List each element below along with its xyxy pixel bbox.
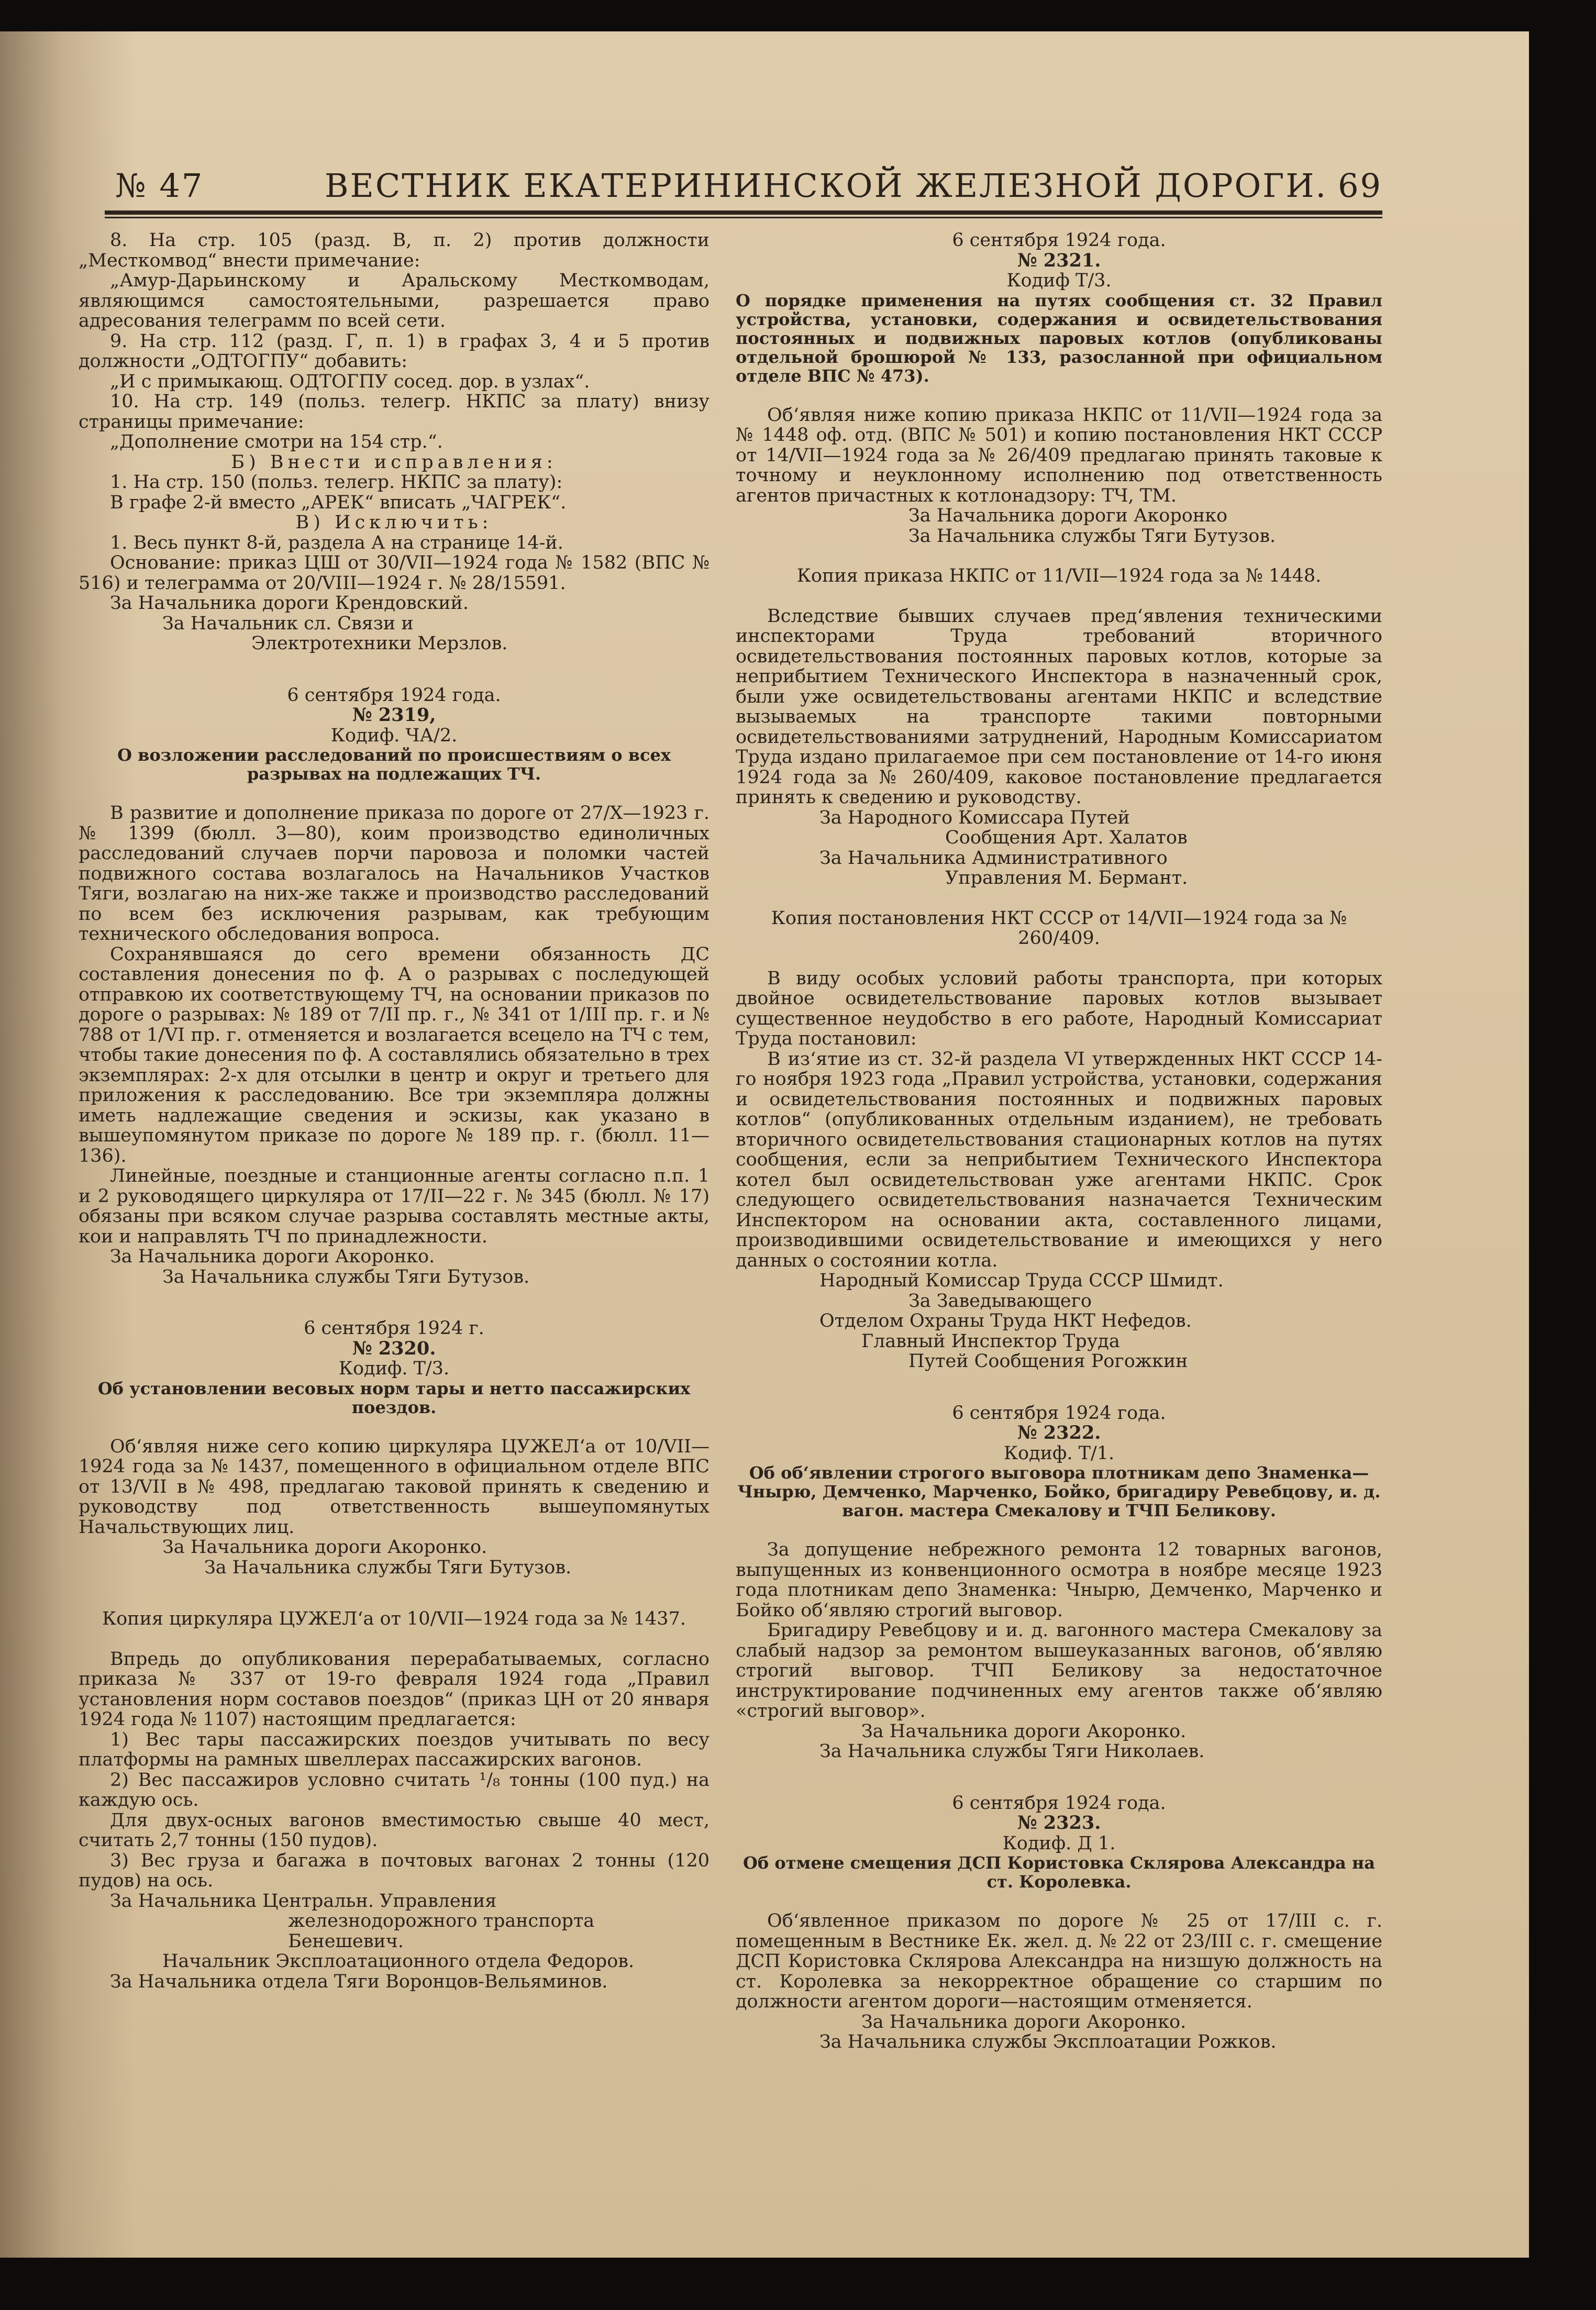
left-column bbox=[79, 230, 710, 1992]
paragraph: В развитие и дополнение приказа по дороге от 27/X—1923 г. № 1399 (бюлл. 3—80), коим производство единоличных расследований случаев порчи паровоза и поломки частей подвижного состава возлагалось на Начальников Участков Тяги, возлагаю на них-же также и производство расследований по всем без исключения разрывам, как требующим технического обследования вопроса. bbox=[79, 803, 710, 945]
order-number: № 2321. bbox=[1017, 249, 1101, 271]
order-code: Кодиф. ЧА/2. bbox=[330, 725, 458, 746]
paragraph: „Амур-Дарьинскому и Аральскому Месткомводам, являющимся самостоятельными, разрешается право адресования телеграмм по всей сети. bbox=[79, 270, 710, 331]
signature-line: Народный Комиссар Труда СССР Шмидт. bbox=[819, 1270, 1224, 1291]
issue-number: № 47 bbox=[115, 166, 204, 205]
signature-line: Главный Инспектор Труда bbox=[861, 1330, 1120, 1352]
paragraph: 10. На стр. 149 (польз. телегр. НКПС за плату) внизу страницы примечание: bbox=[79, 391, 710, 432]
signature-line: За Начальника службы Тяги Николаев. bbox=[819, 1741, 1205, 1762]
paragraph: Основание: приказ ЦШ от 30/VII—1924 года № 1582 (ВПС № 516) и телеграмма от 20/VIII—1924 г. № 28/15591. bbox=[79, 552, 710, 594]
section-heading: Б) Внести исправления: bbox=[231, 451, 557, 473]
paragraph: „И с примыкающ. ОДТОГПУ сосед. дор. в узлах“. bbox=[110, 371, 590, 392]
paragraph: 3) Вес груза и багажа в почтовых вагонах 2 тонны (120 пудов) на ось. bbox=[79, 1850, 710, 1891]
signature-line: За Начальника службы Тяги Бутузов. bbox=[908, 525, 1276, 547]
copy-title: Копия постановления НКТ СССР от 14/VII—1924 года за № 260/409. bbox=[771, 907, 1347, 949]
order-title: О порядке применения на путях сообщения ст. 32 Правил устройства, установки, содержания и освидетельствования постоянных и подвижных паровых котлов (опубликованы отдельной брошюрой № 133, разосланной при официальном отделе ВПС № 473). bbox=[736, 290, 1382, 386]
signature-line: За Начальника отдела Тяги Воронцов-Вельяминов. bbox=[110, 1971, 608, 1992]
order-number: № 2320. bbox=[352, 1337, 436, 1359]
order-date: 6 сентября 1924 года. bbox=[952, 1792, 1166, 1814]
right-column bbox=[736, 230, 1382, 2052]
paragraph: 9. На стр. 112 (разд. Г, п. 1) в графах 3, 4 и 5 против должности „ОДТОГПУ“ добавить: bbox=[79, 330, 710, 372]
order-title: О возложении расследований по происшествиям о всех разрывах на подлежащих ТЧ. bbox=[117, 745, 671, 784]
paragraph: В виду особых условий работы транспорта, при которых двойное освидетельствование паровых котлов вызывает существенное неудобство в его работе, Народный Комиссариат Труда постановил: bbox=[736, 968, 1382, 1049]
order-code: Кодиф. Т/1. bbox=[1003, 1442, 1115, 1464]
order-title: Об установлении весовых норм тары и нетто пассажирских поездов. bbox=[97, 1378, 691, 1417]
section-heading: В) Исключить: bbox=[295, 512, 493, 533]
signature-line: Начальник Эксплоатационного отдела Федоров. bbox=[162, 1951, 635, 1972]
paragraph: В графе 2-й вместо „АРЕК“ вписать „ЧАГРЕК“. bbox=[110, 492, 567, 513]
paragraph: 1. На стр. 150 (польз. телегр. НКПС за плату): bbox=[110, 472, 563, 493]
paragraph: Бригадиру Ревебцову и и. д. вагонного мастера Смекалову за слабый надзор за ремонтом вышеуказанных вагонов, об‘являю строгий выговор. ТЧП Беликову за недостаточное инструктирование подчиненных ему агентов также об‘являю «строгий выговор». bbox=[736, 1620, 1382, 1722]
signature-line: За Начальник сл. Связи и bbox=[162, 613, 414, 634]
signature-line: За Начальника дороги Акоронко. bbox=[861, 1720, 1187, 1742]
paragraph: 1. Весь пункт 8-й, раздела А на странице 14-й. bbox=[110, 532, 563, 553]
copy-title: Копия приказа НКПС от 11/VII—1924 года за № 1448. bbox=[796, 565, 1322, 586]
paragraph: „Дополнение смотри на 154 стр.“. bbox=[110, 431, 443, 452]
order-number: № 2323. bbox=[1017, 1812, 1101, 1834]
paragraph: 8. На стр. 105 (разд. В, п. 2) против должности „Месткомвод“ внести примечание: bbox=[79, 230, 710, 271]
header-rule-thin bbox=[105, 217, 1382, 218]
signature-line: Электротехники Мерзлов. bbox=[251, 633, 508, 654]
paragraph: Впредь до опубликования перерабатываемых, согласно приказа № 337 от 19-го февраля 1924 года „Правил установления норм составов поездов“ (приказ ЦН от 20 января 1924 года № 1107) настоящим предлагается: bbox=[79, 1648, 710, 1730]
signature-line: Путей Сообщения Рогожкин bbox=[908, 1351, 1188, 1372]
signature-line: За Начальника дороги Акоронко. bbox=[861, 2011, 1187, 2033]
publication-title: ВЕСТНИК ЕКАТЕРИНИНСКОЙ ЖЕЛЕЗНОЙ ДОРОГИ. bbox=[325, 166, 1328, 205]
paragraph: 2) Вес пассажиров условно считать ¹/₈ тонны (100 пуд.) на каждую ось. bbox=[79, 1769, 710, 1811]
paragraph: Вследствие бывших случаев пред‘явления техническими инспекторами Труда требований вторичного освидетельствования постоянных паровых котлов, которые за неприбытием Технического Инспектора в назначенный срок, были уже освидетельствованы агентами НКПС и вследствие вызываемых на транспорте такими повторными освидетельствованиями затруднений, Народным Комиссариатом Труда издано прилагаемое при сем постановление от 14-го июня 1924 года за № 260/409, каковое постановление предлагается принять к сведению и руководству. bbox=[736, 605, 1382, 808]
order-date: 6 сентября 1924 года. bbox=[287, 684, 501, 706]
signature-line: За Начальника Центральн. Управления bbox=[110, 1890, 497, 1912]
order-code: Кодиф. Д 1. bbox=[1002, 1833, 1116, 1854]
order-title: Об отмене смещения ДСП Користовка Склярова Александра на ст. Королевка. bbox=[743, 1853, 1375, 1892]
order-code: Кодиф. Т/3. bbox=[338, 1358, 450, 1379]
paragraph: Сохранявшаяся до сего времени обязанность ДС составления донесения по ф. А о разрывах с последующей отправкою их соответствующему ТЧ, на основании приказов по дороге о разрывах: № 189 от 7/II пр. г., № 341 от 1/III пр. г. и № 788 от 1/VI пр. г. отменяется и возлагается всецело на ТЧ с тем, чтобы такие донесения по ф. А составлялись обязательно в трех экземплярах: 2-х для отсылки в центр и округ и третьего для приложения к расследованию. Все три экземпляра должны иметь надлежащие сведения и эскизы, как указано в вышеупомянутом приказе по дороге № 189 пр. г. (бюлл. 11—136). bbox=[79, 943, 710, 1167]
signature-line: За Начальника Административного bbox=[819, 847, 1168, 869]
order-number: № 2319, bbox=[352, 704, 436, 726]
paragraph: Для двух-осных вагонов вместимостью свыше 40 мест, считать 2,7 тонны (150 пудов). bbox=[79, 1809, 710, 1851]
paragraph: Об‘явленное приказом по дороге № 25 от 17/III с. г. помещенным в Вестнике Ек. жел. д. № 22 от 23/III с. г. смещение ДСП Користовка Склярова Александра на низшую должность на ст. Королевка за некорректное обращение со старшим по должности агентом дороги—настоящим отменяется. bbox=[736, 1911, 1382, 2012]
order-title: Об об‘явлении строгого выговора плотникам депо Знаменка—Чнырю, Демченко, Марченко, Бойко, бригадиру Ревебцову, и. д. вагон. мастера Смекалову и ТЧП Беликову. bbox=[737, 1463, 1381, 1520]
signature-line: Сообщения Арт. Халатов bbox=[945, 827, 1188, 848]
signature-line: За Начальника дороги Акоронко. bbox=[110, 1246, 435, 1267]
signature-line: Управления М. Бермант. bbox=[945, 868, 1188, 889]
copy-title: Копия циркуляра ЦУЖЕЛ‘а от 10/VII—1924 года за № 1437. bbox=[102, 1608, 686, 1629]
order-number: № 2322. bbox=[1017, 1422, 1101, 1443]
paragraph: В из‘ятие из ст. 32-й раздела VI утвержденных НКТ СССР 14-го ноября 1923 года „Правил устройства, установки, содержания и освидетельствования постоянных и подвижных паровых котлов“ (опубликованных отдельным изданием), не требовать вторичного освидетельствования стационарных котлов на путях сообщения, если за неприбытием Технического Инспектора котел был освидетельствован уже агентами НКПС. Срок следующего освидетельствования назначается Техническим Инспектором на основании акта, составленного лицами, производившими освидетельствование и имеющихся у него данных о состоянии котла. bbox=[736, 1048, 1382, 1271]
page-number: 69 bbox=[1338, 166, 1382, 205]
paragraph: Линейные, поездные и станционные агенты согласно п.п. 1 и 2 руководящего циркуляра от 17/II—22 г. № 345 (бюлл. № 17) обязаны при всяком случае разрыва составлять местные акты, кои и направлять ТЧ по принадлежности. bbox=[79, 1165, 710, 1247]
signature-line: За Начальника службы Эксплоатации Рожков. bbox=[819, 2031, 1277, 2052]
signature-line: За Заведывающего bbox=[908, 1290, 1092, 1312]
signature-line: За Начальника дороги Акоронко bbox=[908, 505, 1228, 526]
order-date: 6 сентября 1924 г. bbox=[304, 1318, 484, 1339]
signature-line: За Начальника службы Тяги Бутузов. bbox=[162, 1266, 530, 1287]
signature-line: За Народного Комиссара Путей bbox=[819, 807, 1130, 828]
order-date: 6 сентября 1924 года. bbox=[952, 230, 1166, 251]
order-date: 6 сентября 1924 года. bbox=[952, 1402, 1166, 1424]
signature-line: железнодорожного транспорта Бенешевич. bbox=[288, 1911, 595, 1952]
order-code: Кодиф Т/3. bbox=[1006, 270, 1112, 291]
paragraph: Об‘являя ниже сего копию циркуляра ЦУЖЕЛ‘а от 10/VII—1924 года за № 1437, помещенного в официальном отделе ВПС от 13/VII в № 498, предлагаю таковой принять к сведению и руководству под ответственность вышеупомянутых Начальствующих лиц. bbox=[79, 1436, 710, 1538]
signature-line: За Начальника службы Тяги Бутузов. bbox=[204, 1557, 572, 1578]
page-header bbox=[115, 166, 1382, 208]
signature-line: За Начальника дороги Крендовский. bbox=[110, 593, 469, 614]
header-rule-thick bbox=[105, 210, 1382, 215]
paragraph: За допущение небрежного ремонта 12 товарных вагонов, выпущенных из конвенционного осмотра в ноябре месяце 1923 года плотникам депо Знаменка: Чнырю, Демченко, Марченко и Бойко об‘являю строгий выговор. bbox=[736, 1539, 1382, 1621]
paragraph: 1) Вес тары пассажирских поездов учитывать по весу платформы на рамных швеллерах пассажирских вагонов. bbox=[79, 1729, 710, 1770]
signature-line: Отделом Охраны Труда НКТ Нефедов. bbox=[819, 1311, 1192, 1331]
paragraph: Об‘являя ниже копию приказа НКПС от 11/VII—1924 года за № 1448 оф. отд. (ВПС № 501) и копию постановления НКТ СССР от 14/VII—1924 года за № 26/409 предлагаю принять таковые к точному и неуклонному исполнению под ответственность агентов причастных к котлонадзору: ТЧ, ТМ. bbox=[736, 404, 1382, 506]
signature-line: За Начальника дороги Акоронко. bbox=[162, 1537, 487, 1558]
